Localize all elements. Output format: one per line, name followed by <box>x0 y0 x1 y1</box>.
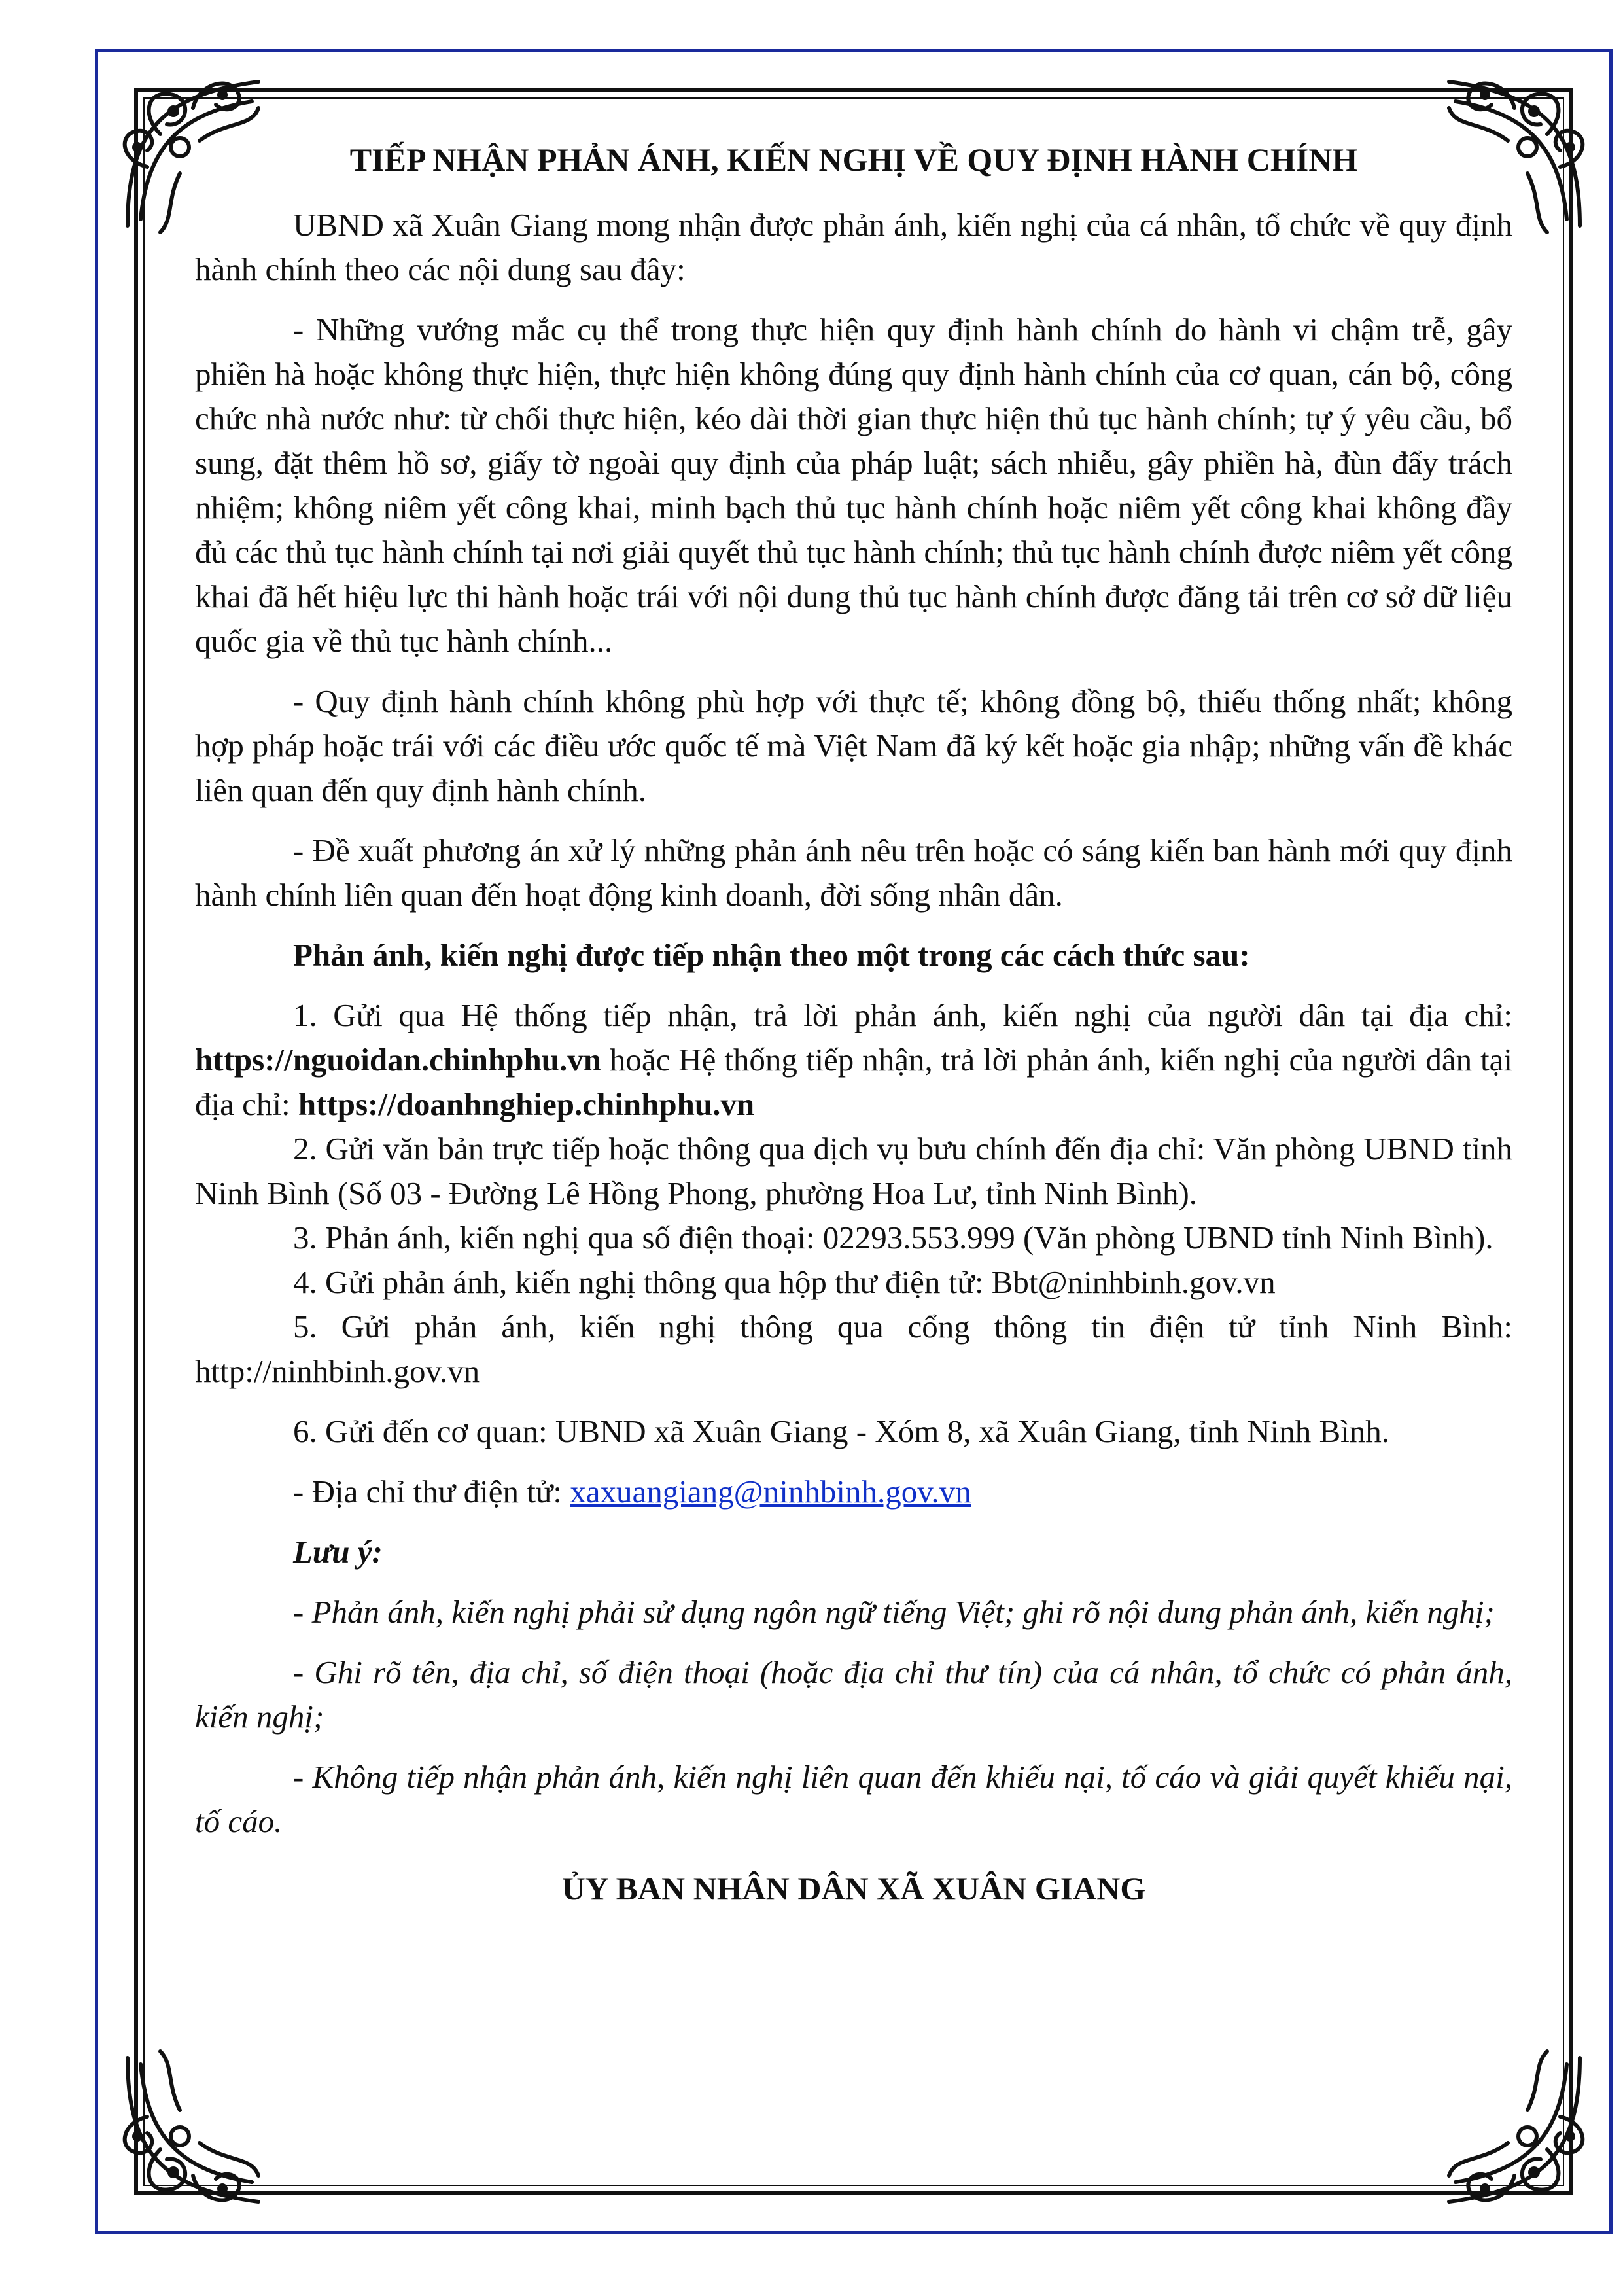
note-3: - Không tiếp nhận phản ánh, kiến nghị liên quan đến khiếu nại, tố cáo và giải quyết khiếu nại, tố cáo. <box>195 1759 1512 1839</box>
email-label: - Địa chỉ thư điện tử: <box>293 1474 570 1510</box>
method-4: 4. Gửi phản ánh, kiến nghị thông qua hộp thư điện tử: Bbt@ninhbinh.gov.vn <box>293 1264 1276 1300</box>
content-item-2: - Quy định hành chính không phù hợp với thực tế; không đồng bộ, thiếu thống nhất; không hợp pháp hoặc trái với các điều ước quốc tế mà Việt Nam đã ký kết hoặc gia nhập; những vấn đề khác liên quan đến quy định hành chính. <box>195 683 1512 808</box>
note-1: - Phản ánh, kiến nghị phải sử dụng ngôn ngữ tiếng Việt; ghi rõ nội dung phản ánh, kiến nghị; <box>293 1594 1495 1630</box>
method-5: 5. Gửi phản ánh, kiến nghị thông qua cổng thông tin điện tử tỉnh Ninh Bình: http://ninhbinh.gov.vn <box>195 1309 1512 1389</box>
issuer-signature: ỦY BAN NHÂN DÂN XÃ XUÂN GIANG <box>561 1870 1146 1907</box>
corner-ornament-icon <box>101 2032 298 2228</box>
note-2: - Ghi rõ tên, địa chỉ, số điện thoại (hoặc địa chỉ thư tín) của cá nhân, tổ chức có phản ánh, kiến nghị; <box>195 1654 1512 1735</box>
method-1 <box>195 993 1512 1127</box>
method-3: 3. Phản ánh, kiến nghị qua số điện thoại: 02293.553.999 (Văn phòng UBND tỉnh Ninh Bình). <box>293 1220 1493 1256</box>
page-title: TIẾP NHẬN PHẢN ÁNH, KIẾN NGHỊ VỀ QUY ĐỊNH HÀNH CHÍNH <box>349 141 1358 178</box>
note-heading: Lưu ý: <box>293 1534 383 1570</box>
method-2: 2. Gửi văn bản trực tiếp hoặc thông qua dịch vụ bưu chính đến địa chỉ: Văn phòng UBND tỉnh Ninh Bình (Số 03 - Đường Lê Hồng Phong, phường Hoa Lư, tỉnh Ninh Bình). <box>195 1131 1512 1211</box>
nguoidan-url-link[interactable]: https://nguoidan.chinhphu.vn <box>195 1042 601 1078</box>
method-1-text-b: hoặc Hệ thống tiếp nhận, trả lời phản ánh, kiến nghị của người dân tại địa chỉ: <box>195 1042 1512 1122</box>
email-link[interactable]: xaxuangiang@ninhbinh.gov.vn <box>570 1474 971 1510</box>
method-6: 6. Gửi đến cơ quan: UBND xã Xuân Giang - Xóm 8, xã Xuân Giang, tỉnh Ninh Bình. <box>293 1413 1390 1449</box>
content-item-1: - Những vướng mắc cụ thể trong thực hiện quy định hành chính do hành vi chậm trễ, gây phiền hà hoặc không thực hiện, thực hiện không đúng quy định hành chính của cơ quan, cán bộ, công chức nhà nước như: từ chối thực hiện, kéo dài thời gian thực hiện thủ tục hành chính; tự ý yêu cầu, bổ sung, đặt thêm hồ sơ, giấy tờ ngoài quy định của pháp luật; sách nhiễu, gây phiền hà, đùn đẩy trách nhiệm; không niêm yết công khai, minh bạch thủ tục hành chính hoặc niêm yết công khai không đầy đủ các thủ tục hành chính tại nơi giải quyết thủ tục hành chính; thủ tục hành chính được niêm yết công khai đã hết hiệu lực thi hành hoặc trái với nội dung thủ tục hành chính được đăng tải trên cơ sở dữ liệu quốc gia về thủ tục hành chính... <box>195 311 1512 659</box>
corner-ornament-icon <box>1410 2032 1606 2228</box>
document-body <box>195 137 1512 1911</box>
content-item-3: - Đề xuất phương án xử lý những phản ánh nêu trên hoặc có sáng kiến ban hành mới quy định hành chính liên quan đến hoạt động kinh doanh, đời sống nhân dân. <box>195 832 1512 913</box>
doanhnghiep-url-link[interactable]: https://doanhnghiep.chinhphu.vn <box>298 1086 755 1122</box>
email-line <box>195 1470 1512 1514</box>
intro-paragraph: UBND xã Xuân Giang mong nhận được phản ánh, kiến nghị của cá nhân, tổ chức về quy định hành chính theo các nội dung sau đây: <box>195 207 1512 287</box>
methods-heading: Phản ánh, kiến nghị được tiếp nhận theo một trong các cách thức sau: <box>293 937 1250 973</box>
method-1-text-a: 1. Gửi qua Hệ thống tiếp nhận, trả lời phản ánh, kiến nghị của người dân tại địa chỉ: <box>293 997 1512 1033</box>
